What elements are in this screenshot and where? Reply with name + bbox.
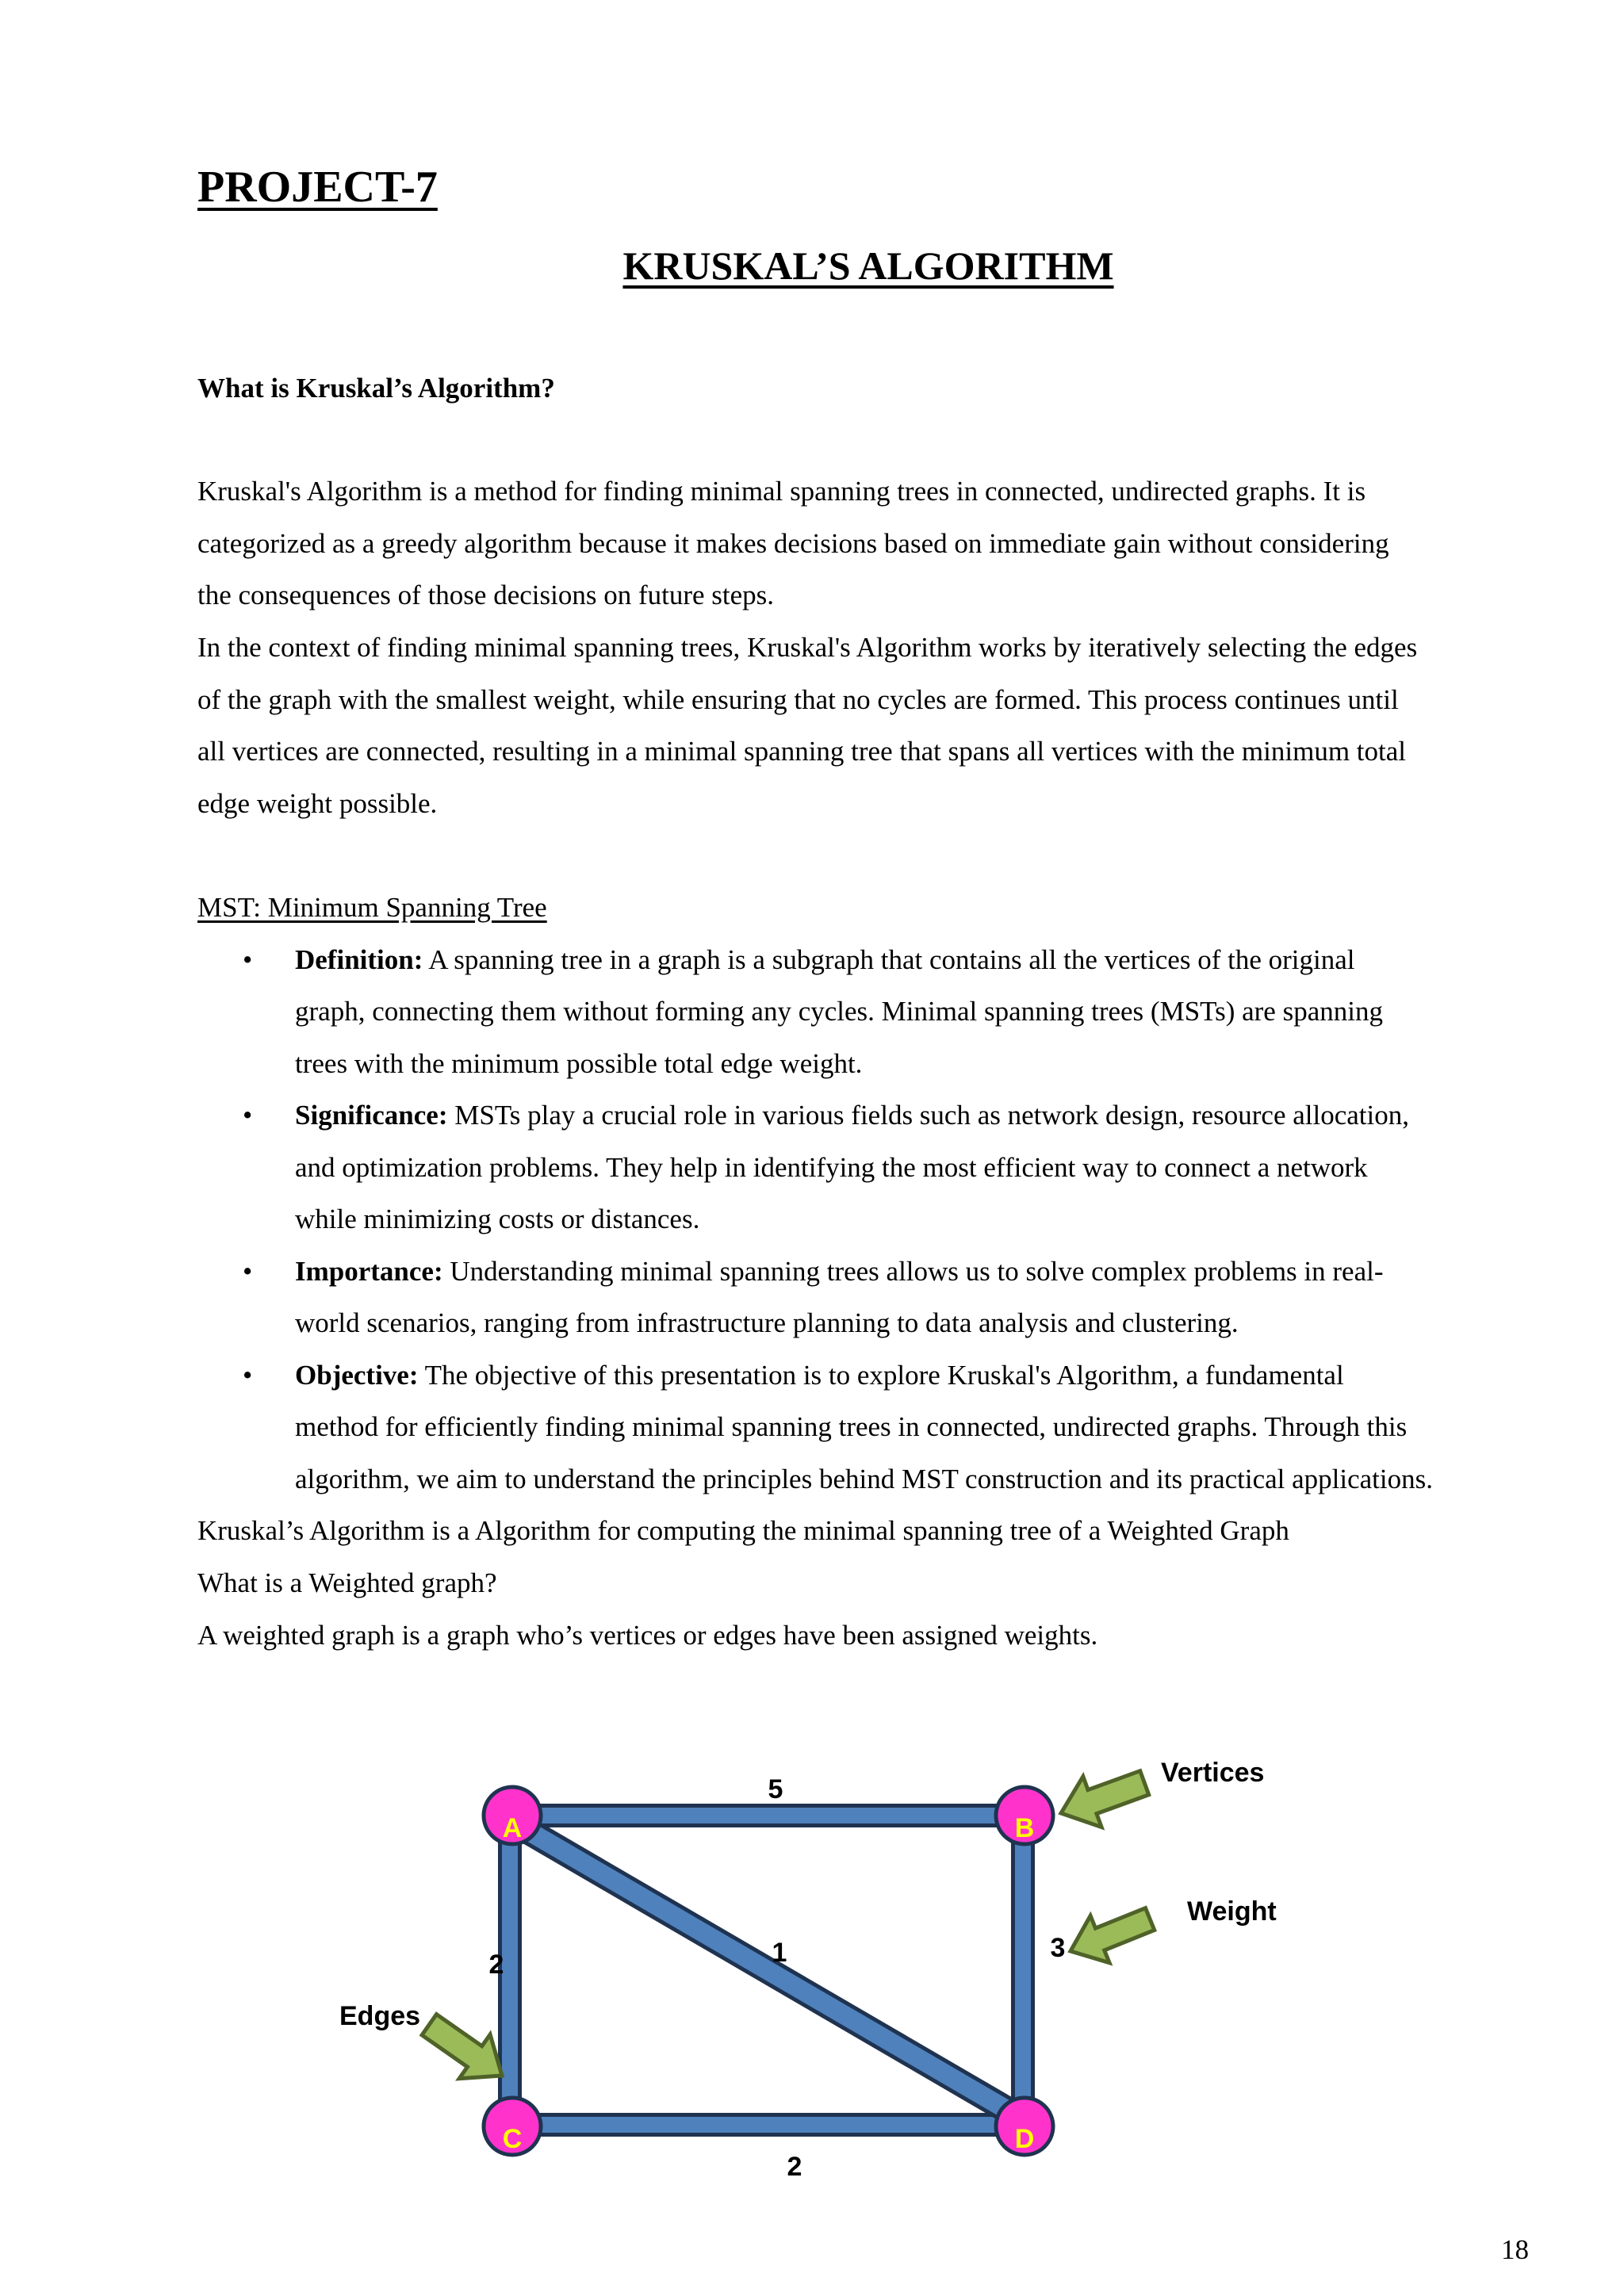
question-heading: What is Kruskal’s Algorithm?	[197, 373, 555, 404]
vertex-b-label: B	[1014, 1813, 1035, 1843]
main-title: KRUSKAL’S ALGORITHM	[622, 243, 1114, 288]
bullet-label: Objective:	[295, 1360, 419, 1391]
bullet-marker: •	[243, 1360, 253, 1391]
weight-c-d: 2	[787, 2152, 802, 2182]
bullet-definition-line3: trees with the minimum possible total edge weight.	[295, 1048, 863, 1079]
bullet-marker: •	[243, 1100, 253, 1131]
intro-line: In the context of finding minimal spanning trees, Kruskal's Algorithm works by iteratively selecting the edges	[197, 632, 1418, 663]
intro-line: edge weight possible.	[197, 788, 438, 819]
mst-heading: MST: Minimum Spanning Tree	[197, 892, 547, 923]
closing-line: Kruskal’s Algorithm is a Algorithm for computing the minimal spanning tree of a Weighted Graph	[197, 1515, 1289, 1546]
graph-edges	[510, 1816, 1023, 2125]
vertex-c-label: C	[502, 2124, 523, 2154]
bullet-importance-line1: Importance: Understanding minimal spanning trees allows us to solve complex problems in real-	[295, 1256, 1384, 1287]
bullet-marker: •	[243, 944, 253, 975]
page-number: 18	[1501, 2234, 1529, 2265]
bullet-definition-line1: Definition: A spanning tree in a graph is a subgraph that contains all the vertices of the original	[295, 944, 1355, 975]
weight-arrow-icon	[1061, 1896, 1159, 1975]
bullet-objective-line2: method for efficiently finding minimal spanning trees in connected, undirected graphs. Through this	[295, 1411, 1408, 1442]
weight-a-d: 1	[772, 1938, 787, 1968]
bullet-label: Definition:	[295, 944, 423, 975]
bullet-definition-line2: graph, connecting them without forming any cycles. Minimal spanning trees (MSTs) are spanning	[295, 996, 1383, 1027]
bullet-significance-line3: while minimizing costs or distances.	[295, 1203, 700, 1234]
bullet-label: Importance:	[295, 1256, 443, 1287]
label-weight: Weight	[1187, 1896, 1277, 1927]
weight-b-d: 3	[1050, 1933, 1066, 1963]
edge-a-d	[515, 1823, 1019, 2117]
bullet-significance-line2: and optimization problems. They help in identifying the most efficient way to connect a network	[295, 1152, 1368, 1183]
vertex-a-label: A	[502, 1813, 523, 1843]
bullet-importance-line2: world scenarios, ranging from infrastructure planning to data analysis and clustering.	[295, 1307, 1239, 1338]
intro-line: of the graph with the smallest weight, while ensuring that no cycles are formed. This process continues until	[197, 684, 1399, 715]
vertices-arrow-icon	[1051, 1758, 1154, 1839]
intro-line: categorized as a greedy algorithm because it makes decisions based on immediate gain without considering	[197, 528, 1389, 559]
bullet-objective-line1: Objective: The objective of this presentation is to explore Kruskal's Algorithm, a fundamental	[295, 1360, 1344, 1391]
weight-a-c: 2	[488, 1950, 504, 1980]
intro-line: Kruskal's Algorithm is a method for finding minimal spanning trees in connected, undirected graphs. It is	[197, 476, 1366, 507]
intro-line: all vertices are connected, resulting in a minimal spanning tree that spans all vertices with the minimum total	[197, 736, 1407, 767]
bullet-marker: •	[243, 1256, 253, 1287]
label-vertices: Vertices	[1161, 1758, 1265, 1788]
vertex-d-label: D	[1014, 2124, 1035, 2154]
closing-line: A weighted graph is a graph who’s vertices or edges have been assigned weights.	[197, 1620, 1098, 1651]
label-edges: Edges	[339, 2001, 421, 2031]
closing-line: What is a Weighted graph?	[197, 1567, 497, 1598]
bullet-significance-line1: Significance: MSTs play a crucial role in various fields such as network design, resource allocation,	[295, 1100, 1409, 1131]
intro-line: the consequences of those decisions on future steps.	[197, 580, 775, 610]
project-title: PROJECT-7	[197, 163, 438, 212]
weight-a-b: 5	[768, 1774, 783, 1804]
bullet-objective-line3: algorithm, we aim to understand the principles behind MST construction and its practical applications.	[295, 1464, 1433, 1494]
bullet-label: Significance:	[295, 1100, 448, 1131]
